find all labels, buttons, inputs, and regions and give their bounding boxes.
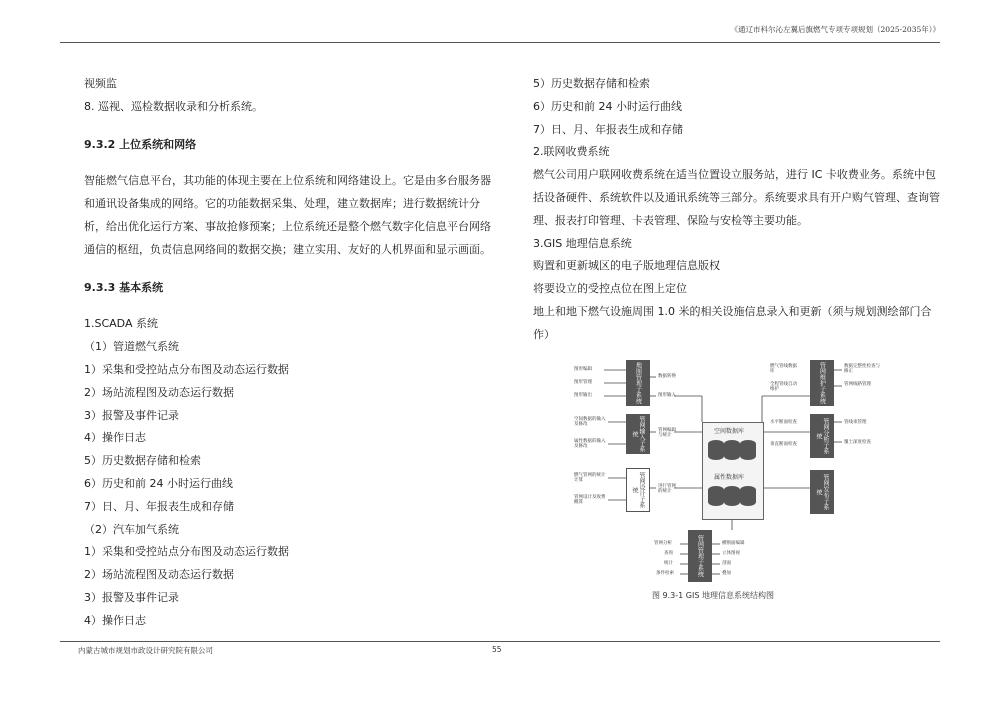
network-maintenance-subsystem: 管网维护子系统	[810, 360, 834, 406]
text-line: 视频监	[84, 77, 117, 90]
diagram-label: 管网分析	[654, 541, 672, 546]
list-item: 购置和更新城区的电子版地理信息版权	[533, 259, 720, 273]
fee-paragraph: 燃气公司用户联网收费系统在适当位置设立服务站，进行 IC 卡收费业务。系统中包括设备硬件、系统软件以及通讯系统等三部分。系统要求具有开户购气管理、查询管理、报表打印管理、卡表管理、保险与安检等主要功能。	[533, 168, 940, 227]
database-icon	[724, 440, 740, 460]
diagram-label: 属性数据的输入及修改	[574, 439, 606, 449]
diagram-label: 管网设计及收费概算	[574, 495, 606, 505]
header-title: 《通辽市科尔沁左翼后旗燃气专项专项规划（2025-2035年）》	[730, 25, 940, 34]
list-item: 2.联网收费系统	[533, 145, 610, 159]
section-932-paragraph: 智能燃气信息平台，其功能的体现主要在上位系统和网络建设上。它是由多台服务器和通讯设备集成的网络。它的功能数据采集、处理，建立数据库；进行数据统计分析，给出优化运行方案、事故抢修预案；上位系统还是整个燃气数字化信息平台网络通信的枢纽，负责信息网络间的数据交换；建立实用、友好的人机界面和显示画面。	[84, 174, 491, 256]
network-publish-subsystem: 管网发布子系统	[810, 470, 834, 514]
list-item: 1）采集和受控站点分布图及动态运行数据	[84, 545, 289, 559]
diagram-label: 燃气管网的统计计算	[574, 473, 606, 483]
diagram-label: 图形管理	[574, 380, 592, 385]
network-management-subsystem: 管网管理子系统	[688, 530, 712, 582]
list-item: 4）操作日志	[84, 431, 146, 445]
list-item: 6）历史和前 24 小时运行曲线	[533, 99, 682, 113]
database-icon	[708, 440, 724, 460]
diagram-label: 数据转换	[658, 374, 676, 379]
header-rule	[60, 42, 940, 43]
list-item: 7）日、月、年报表生成和存储	[84, 499, 234, 513]
diagram-label: 数据完整性检查与修正	[844, 364, 880, 374]
gis-paragraph: 地上和地下燃气设施周围 1.0 米的相关设施信息录入和更新（须与规划测绘部门合作）	[533, 304, 932, 341]
list-item: 2）场站流程图及动态运行数据	[84, 568, 234, 582]
list-item: 7）日、月、年报表生成和存储	[533, 122, 683, 136]
diagram-label: 剖面	[722, 561, 731, 566]
database-icon	[740, 486, 756, 506]
database-icon	[740, 440, 756, 460]
text-line: 8. 巡视、巡检数据收录和分析系统。	[84, 99, 263, 113]
figure-caption: 图 9.3-1 GIS 地理信息系统结构图	[652, 591, 774, 600]
list-item: 5）历史数据存储和检索	[84, 454, 201, 468]
left-column	[84, 73, 496, 633]
network-input-subsystem: 管网输入子系统	[626, 414, 650, 454]
list-item: 4）操作日志	[84, 613, 146, 627]
list-item: （2）汽车加气系统	[84, 522, 179, 536]
section-heading-932: 9.3.2 上位系统和网络	[84, 137, 197, 151]
page-number: 55	[492, 645, 502, 654]
list-item: （1）管道燃气系统	[84, 340, 179, 354]
list-item: 6）历史和前 24 小时运行曲线	[84, 476, 233, 490]
diagram-label: 立体图视	[722, 551, 740, 556]
list-item: 3.GIS 地理信息系统	[533, 236, 632, 250]
diagram-label: 查询	[664, 551, 673, 556]
network-analysis-subsystem: 管网分析子系统	[810, 414, 834, 458]
diagram-label: 水平断面检查	[770, 420, 797, 425]
map-management-subsystem: 地图管理子系统	[626, 360, 650, 406]
gis-structure-diagram	[574, 352, 884, 592]
list-item: 将要设立的受控点位在图上定位	[533, 282, 687, 296]
diagram-label: 空间数据的输入及修改	[574, 417, 606, 427]
diagram-label: 进行管网的统计	[658, 484, 676, 494]
diagram-label: 垂直断面检查	[770, 442, 797, 447]
list-item: 3）报警及事件记录	[84, 408, 179, 422]
list-item: 5）历史数据存储和检索	[533, 77, 650, 90]
footer-institute: 内蒙古城市规划市政设计研究院有限公司	[78, 646, 213, 655]
diagram-label: 图形编辑	[574, 367, 592, 372]
diagram-label: 图形输入	[658, 393, 676, 398]
list-item: 1.SCADA 系统	[84, 317, 158, 331]
diagram-label: 燃气管线数据库	[770, 364, 797, 374]
list-item: 3）报警及事件记录	[84, 590, 179, 604]
right-column	[533, 73, 943, 347]
diagram-label: 图形输出	[574, 393, 592, 398]
diagram-label: 横断面编辑	[722, 541, 745, 546]
diagram-label: 管网编辑与统计	[658, 428, 676, 438]
section-heading-933: 9.3.3 基本系统	[84, 280, 164, 294]
diagram-label: 管网线路管理	[844, 382, 871, 387]
footer-rule	[60, 641, 940, 642]
diagram-label: 管线束管理	[844, 420, 867, 425]
database-icon	[724, 486, 740, 506]
list-item: 1）采集和受控站点分布图及动态运行数据	[84, 362, 289, 376]
diagram-label: 叠加	[722, 571, 731, 576]
diagram-label: 全程管线自动维护	[770, 382, 797, 392]
list-item: 2）场站流程图及动态运行数据	[84, 385, 234, 399]
spatial-database-label: 空间数据库	[714, 428, 745, 435]
attribute-database-label: 属性数据库	[714, 474, 745, 481]
database-icon	[708, 486, 724, 506]
diagram-label: 覆土深度检查	[844, 440, 871, 445]
diagram-label: 条件检索	[656, 571, 674, 576]
section-933-items	[84, 313, 496, 632]
diagram-label: 统计	[664, 561, 673, 566]
network-design-subsystem: 管网设计子系统	[626, 468, 650, 512]
